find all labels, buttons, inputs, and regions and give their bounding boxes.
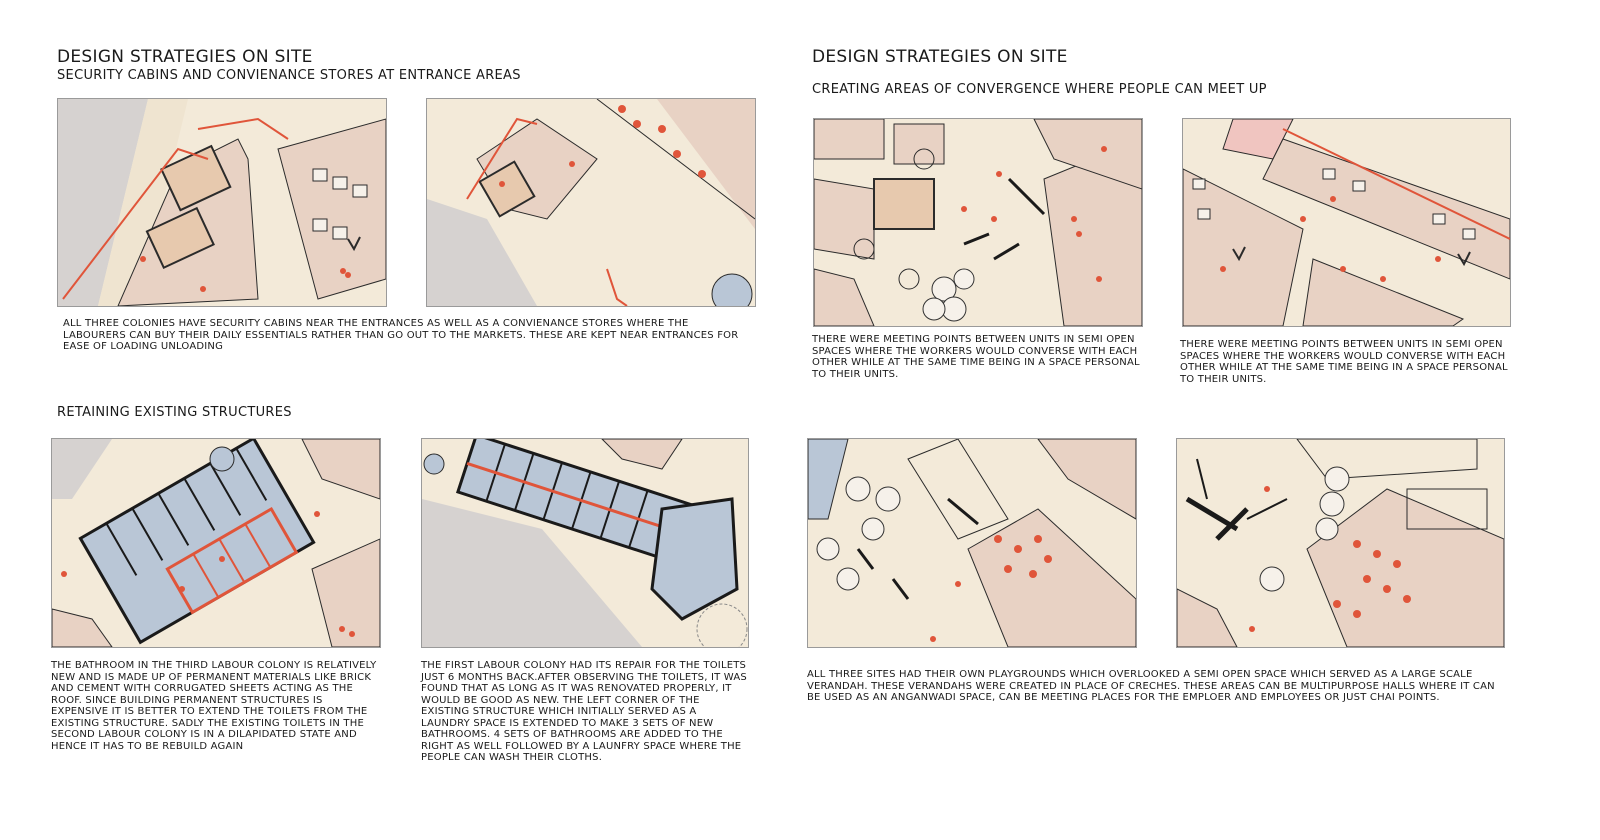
bathroom-colony-3-caption: THE BATHROOM IN THE THIRD LABOUR COLONY IS RELATIVELY NEW AND IS MADE UP OF PERMANENT MATERIALS LIKE BRICK AND CEMENT WITH CORRUGATED SHEETS ACTING AS THE ROOF. SINCE BUILDING PERMANENT STRUCTURES IS EXPENSIVE IT IS BETTER TO EXTEND THE TOILETS FROM THE EXISTING STRUCTURE. SADLY THE EXISTING TOILETS IN THE SECOND LABOUR COLONY IS IN A DILAPIDATED STATE AND HENCE IT HAS TO BE REBUILD AGAIN	[51, 660, 377, 752]
playground-caption: ALL THREE SITES HAD THEIR OWN PLAYGROUNDS WHICH OVERLOOKED A SEMI OPEN SPACE WHICH SERVED AS A LARGE SCALE VERANDAH. THESE VERANDAHS WERE CREATED IN PLACE OF CRECHES. THESE AREAS CAN BE MULTIPURPOSE HALLS WHERE IT CAN BE USED AS AN ANGANWADI SPACE, CAN BE MEETING PLACES FOR THE EMPLOER AND EMPLOYEES OR JUST CHAI POINTS.	[807, 669, 1495, 703]
site-plan-bathroom-colony-3	[51, 438, 381, 648]
right-page-title: DESIGN STRATEGIES ON SITE	[812, 47, 1068, 67]
site-plan-meeting-points-2	[1182, 118, 1511, 327]
site-plan-security-cabin-1	[57, 98, 387, 307]
left-page-subtitle: SECURITY CABINS AND CONVIENANCE STORES AT ENTRANCE AREAS	[57, 68, 521, 83]
left-page-title: DESIGN STRATEGIES ON SITE	[57, 47, 313, 67]
site-plan-meeting-points-1	[813, 118, 1143, 327]
right-page-subtitle: CREATING AREAS OF CONVERGENCE WHERE PEOPLE CAN MEET UP	[812, 82, 1267, 97]
site-plan-playground-1	[807, 438, 1137, 648]
meeting-points-caption-1: THERE WERE MEETING POINTS BETWEEN UNITS IN SEMI OPEN SPACES WHERE THE WORKERS WOULD CONVERSE WITH EACH OTHER WHILE AT THE SAME TIME BEING IN A SPACE PERSONAL TO THEIR UNITS.	[812, 334, 1140, 380]
site-plan-playground-2	[1176, 438, 1505, 648]
meeting-points-caption-2: THERE WERE MEETING POINTS BETWEEN UNITS IN SEMI OPEN SPACES WHERE THE WORKERS WOULD CONVERSE WITH EACH OTHER WHILE AT THE SAME TIME BEING IN A SPACE PERSONAL TO THEIR UNITS.	[1180, 339, 1508, 385]
site-plan-bathroom-colony-1	[421, 438, 749, 648]
site-plan-security-cabin-2	[426, 98, 756, 307]
bathroom-colony-1-caption: THE FIRST LABOUR COLONY HAD ITS REPAIR FOR THE TOILETS JUST 6 MONTHS BACK.AFTER OBSERVING THE TOILETS, IT WAS FOUND THAT AS LONG AS IT WAS RENOVATED PROPERLY, IT WOULD BE GOOD AS NEW. THE LEFT CORNER OF THE EXISTING STRUCTURE WHICH INITIALLY SERVED AS A LAUNDRY SPACE IS EXTENDED TO MAKE 3 SETS OF NEW BATHROOMS. 4 SETS OF BATHROOMS ARE ADDED TO THE RIGHT AS WELL FOLLOWED BY A LAUNFRY SPACE WHERE THE PEOPLE CAN WASH THEIR CLOTHS.	[421, 660, 747, 763]
retaining-structures-heading: RETAINING EXISTING STRUCTURES	[57, 405, 292, 420]
security-cabin-caption: ALL THREE COLONIES HAVE SECURITY CABINS NEAR THE ENTRANCES AS WELL AS A CONVIENANCE STORES WHERE THE LABOURERS CAN BUY THEIR DAILY ESSENTIALS RATHER THAN GO OUT TO THE MARKETS. THESE ARE KEPT NEAR ENTRANCES FOR EASE OF LOADING UNLOADING	[63, 318, 739, 352]
